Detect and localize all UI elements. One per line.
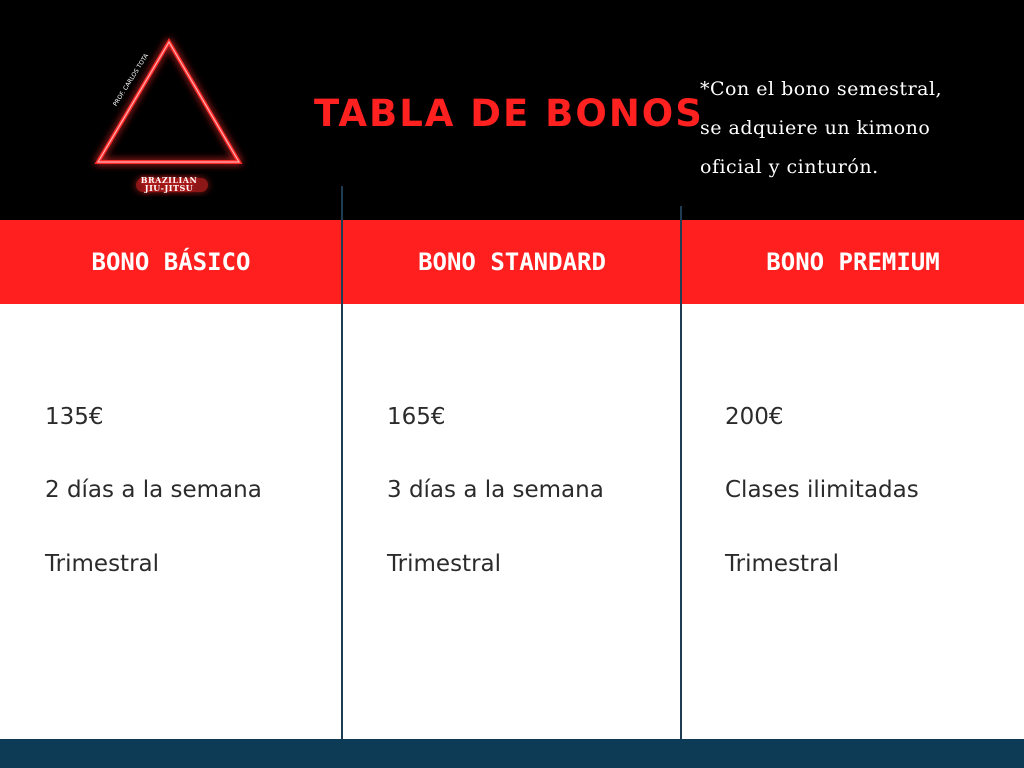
plan-duration: Trimestral (387, 551, 502, 577)
footer-bar (0, 739, 1024, 768)
plan-name-standard: BONO STANDARD (418, 248, 606, 276)
logo-text-line1: BRAZILIAN (140, 175, 198, 185)
plan-duration: Trimestral (725, 551, 840, 577)
column-divider (341, 186, 343, 739)
plan-name-basico: BONO BÁSICO (91, 248, 251, 276)
column-divider (680, 206, 682, 739)
plan-price: 135€ (45, 404, 104, 430)
plan-frequency: 3 días a la semana (387, 477, 604, 503)
note-line: *Con el bono semestral, (700, 78, 943, 100)
note-line: oficial y cinturón. (700, 156, 879, 178)
semester-note (700, 70, 1000, 187)
note-line: se adquiere un kimono (700, 117, 931, 139)
plan-frequency: 2 días a la semana (45, 477, 262, 503)
logo-text (134, 176, 204, 192)
page-title: TABLA DE BONOS (314, 92, 704, 135)
plan-frequency: Clases ilimitadas (725, 477, 919, 503)
plan-name-premium: BONO PREMIUM (766, 248, 940, 276)
header (0, 0, 1024, 220)
logo-small-text: PROF. CARLOS TOTA (112, 52, 151, 108)
logo-text-line2: JIU-JITSU (144, 183, 194, 193)
plan-price: 165€ (387, 404, 446, 430)
plan-price: 200€ (725, 404, 784, 430)
plan-duration: Trimestral (45, 551, 160, 577)
